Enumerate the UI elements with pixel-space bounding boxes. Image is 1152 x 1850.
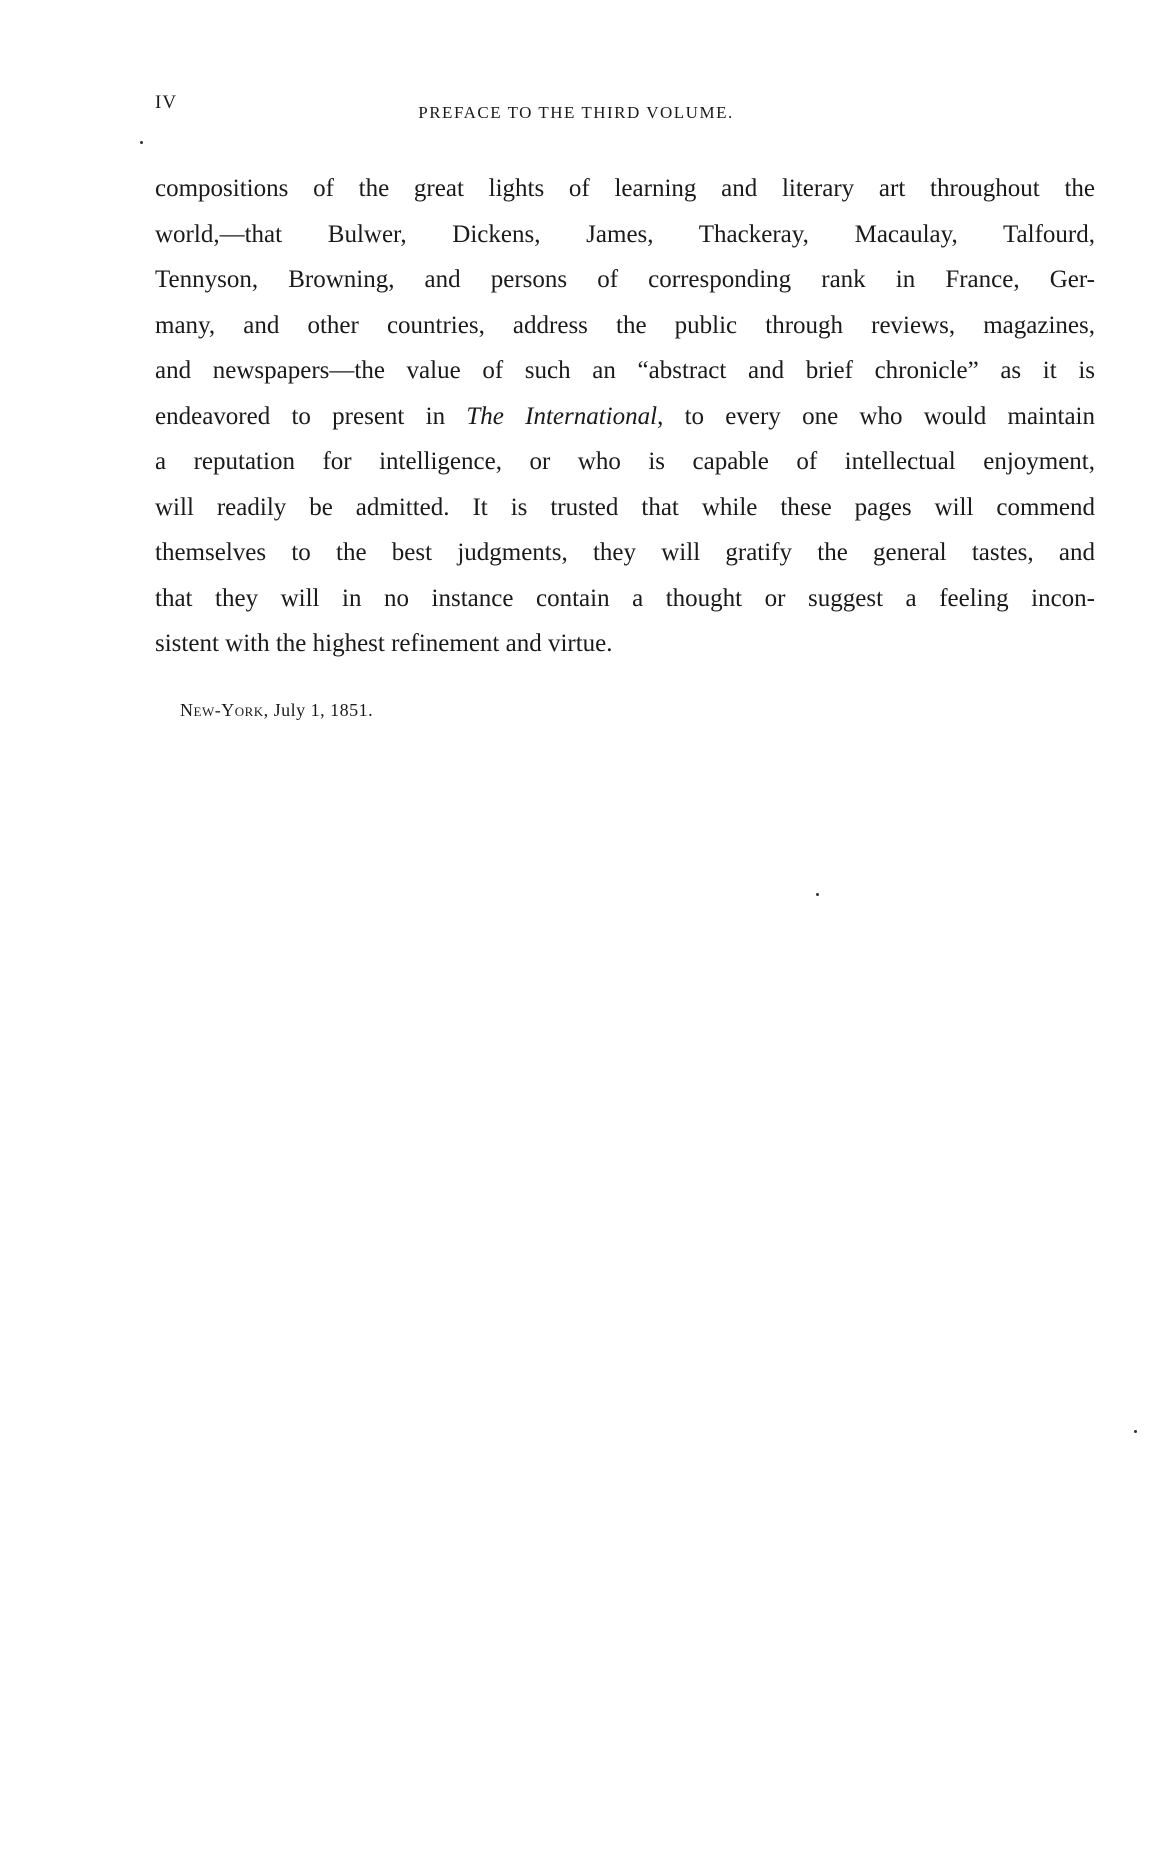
dateline-date: , July 1, 1851. xyxy=(263,700,374,720)
running-title: PREFACE TO THE THIRD VOLUME. xyxy=(418,103,734,122)
preface-paragraph xyxy=(155,166,1095,667)
dateline xyxy=(180,700,373,721)
text-segment: themselves to the best judgments, they will gratify the general tastes, and xyxy=(155,539,1095,566)
dateline-place: New-York xyxy=(180,700,264,720)
page-number: IV xyxy=(155,92,178,113)
text-segment: world,—that Bulwer, Dickens, James, Thackeray, Macaulay, Talfourd, xyxy=(155,220,1095,248)
text-line xyxy=(155,530,1095,576)
text-line xyxy=(155,485,1095,531)
text-segment: that they will in no instance contain a thought or suggest a feeling incon- xyxy=(155,584,1095,612)
text-line xyxy=(155,166,1095,212)
text-line xyxy=(155,257,1095,303)
ink-speck xyxy=(1134,1430,1137,1433)
ink-speck xyxy=(140,141,143,144)
text-segment: a reputation for intelligence, or who is capable of intellectual enjoyment, xyxy=(155,448,1095,475)
text-line xyxy=(155,621,1095,667)
text-line xyxy=(155,394,1095,440)
text-segment: Tennyson, Browning, and persons of corresponding rank in France, Ger- xyxy=(155,266,1095,293)
italic-title: The International xyxy=(466,402,658,430)
text-line xyxy=(155,303,1095,349)
text-line xyxy=(155,439,1095,485)
text-segment: many, and other countries, address the public through reviews, magazines, xyxy=(155,311,1095,339)
text-line xyxy=(155,212,1095,258)
text-segment: compositions of the great lights of learning and literary art throughout the xyxy=(155,175,1095,202)
text-segment: , to every one who would maintain xyxy=(657,402,1095,430)
text-segment: will readily be admitted. It is trusted that while these pages will commend xyxy=(155,493,1095,521)
text-line xyxy=(155,576,1095,622)
text-segment: endeavored to present in xyxy=(155,402,467,430)
text-line xyxy=(155,348,1095,394)
text-segment: and newspapers—the value of such an “abstract and brief chronicle” as it is xyxy=(155,357,1095,384)
text-segment: sistent with the highest refinement and virtue. xyxy=(155,630,613,657)
ink-speck xyxy=(816,893,819,896)
